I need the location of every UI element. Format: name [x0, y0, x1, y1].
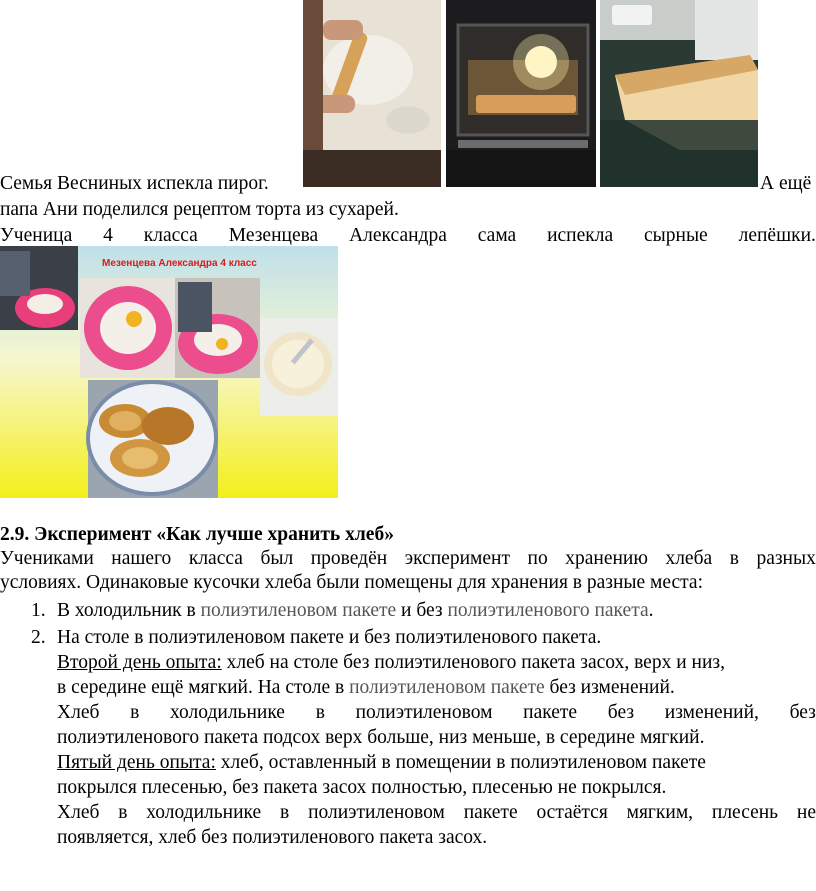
word: класса [188, 548, 243, 569]
word: Александра [349, 225, 447, 246]
word: сырные [644, 225, 708, 246]
day5-label: Пятый день опыта: [57, 752, 216, 773]
photo-dough-rolling [303, 0, 441, 187]
heading-text: 2.9. Эксперимент «Как лучше хранить хлеб» [0, 524, 394, 545]
photo-baked-pie [600, 0, 758, 187]
word: был [260, 548, 294, 569]
word: класса [143, 225, 198, 246]
intro-line-1 [0, 547, 816, 571]
word: Учениками [0, 548, 94, 569]
collage-flatbreads [0, 246, 338, 498]
word: в [729, 548, 739, 569]
word: по [527, 548, 548, 569]
fridge-line-1: Хлеб в холодильнике в полиэтиленовом пакете без изменений, без [57, 702, 816, 723]
list-text: В холодильник в полиэтиленовом пакете и без полиэтиленового пакета. [57, 600, 654, 621]
list-number: 2. [31, 627, 46, 648]
final-line-1: Хлеб в холодильнике в полиэтиленовом пакете остаётся мягким, плесень не [57, 802, 816, 823]
text-and-also: А ещё [760, 173, 812, 194]
word: хлеба [665, 548, 713, 569]
word: сама [477, 225, 517, 246]
word: лепёшки. [738, 225, 816, 246]
text-pie-sentence: Семья Весниных испекла пирог. [0, 173, 269, 194]
word: Мезенцева [228, 225, 319, 246]
word: разных [756, 548, 816, 569]
intro-line-2: условиях. Одинаковые кусочки хлеба были помещены для хранения в разные места: [0, 572, 704, 593]
text-student-sentence [0, 224, 816, 248]
list-number: 1. [31, 600, 46, 621]
word: испекла [547, 225, 614, 246]
word: 4 [103, 225, 113, 246]
word: проведён [310, 548, 388, 569]
photo-oven [446, 0, 596, 187]
text-recipe-sentence: папа Ани поделился рецептом торта из сухарей. [0, 199, 399, 220]
word: Ученица [0, 225, 73, 246]
day2-label: Второй день опыта: [57, 652, 222, 673]
word: нашего [111, 548, 172, 569]
section-heading [0, 523, 816, 547]
list-text: На столе в полиэтиленовом пакете и без полиэтиленового пакета. [57, 627, 602, 648]
word: хранению [565, 548, 648, 569]
collage-caption: Мезенцева Александра 4 класс [102, 258, 257, 269]
word: эксперимент [404, 548, 510, 569]
